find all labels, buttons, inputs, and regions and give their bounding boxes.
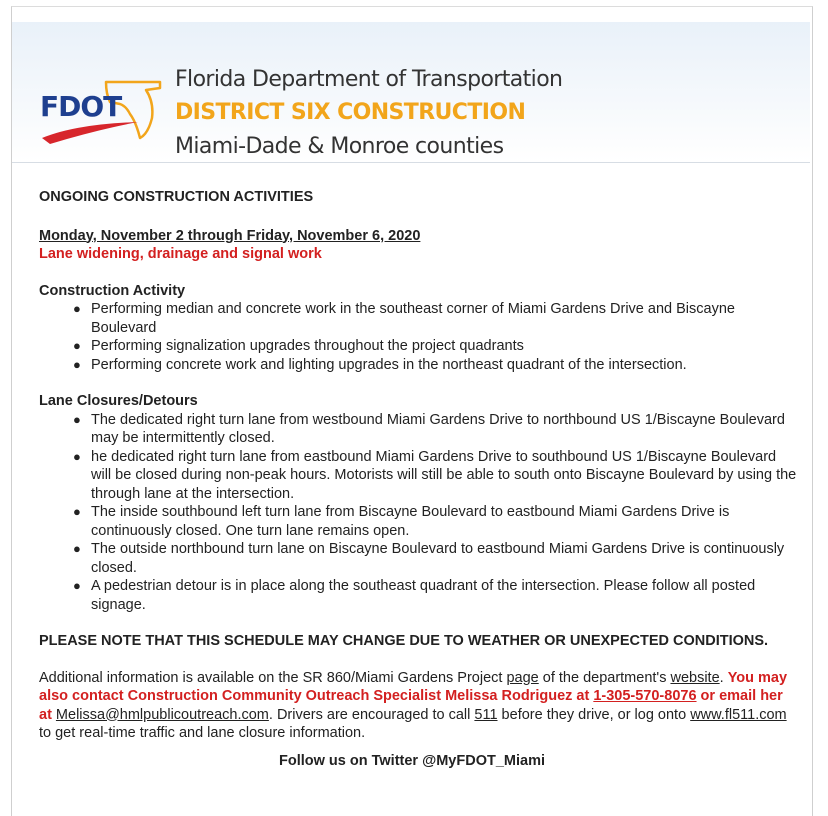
bullet-icon: ● (73, 504, 81, 519)
twitter-follow: Follow us on Twitter @MyFDOT_Miami (278, 752, 545, 769)
date-range: Monday, November 2 through Friday, November 6, 2020 (39, 227, 421, 244)
fdot-header-banner (12, 22, 810, 163)
counties-subtitle: Miami-Dade & Monroe counties (175, 134, 504, 159)
bullet-icon: ● (73, 338, 81, 353)
advisory-title: ONGOING CONSTRUCTION ACTIVITIES (39, 189, 314, 205)
bullet-icon: ● (73, 301, 81, 316)
header-text (175, 64, 562, 164)
list-item: ● he dedicated right turn lane from eastbound Miami Gardens Drive to southbound US 1/Biscayne Boulevard will be closed during non-peak hours. Motorists will still be able to south onto Biscayne Boulevard by using the through lane at the intersection. (73, 448, 797, 502)
bullet-icon: ● (73, 541, 81, 556)
call-511-link[interactable]: 511 (474, 706, 498, 723)
district-title: DISTRICT SIX CONSTRUCTION (175, 100, 526, 125)
list-item: ● Performing median and concrete work in the southeast corner of Miami Gardens Drive and Biscayne Boulevard (73, 301, 735, 336)
additional-info: Additional information is available on the SR 860/Miami Gardens Project page of the department's website. You may also contact Construction Community Outreach Specialist Melissa Rodriguez at 1-305-570-8076 or email her at Melissa@hmlpublicoutreach.com. Drivers are encouraged to call 511 before they drive, or log onto www.fl511.com to get real-time traffic and lane closure information. (39, 669, 788, 741)
bullet-icon: ● (73, 578, 81, 593)
schedule-notice: PLEASE NOTE THAT THIS SCHEDULE MAY CHANGE DUE TO WEATHER OR UNEXPECTED CONDITIONS. (39, 633, 769, 649)
list-item: ● Performing signalization upgrades throughout the project quadrants (73, 338, 524, 354)
bullet-icon: ● (73, 448, 81, 464)
list-item: ● Performing concrete work and lighting upgrades in the northeast quadrant of the intersection. (73, 356, 687, 373)
advisory-content (39, 188, 799, 770)
email-link[interactable]: Melissa@hmlpublicoutreach.com (55, 706, 269, 723)
agency-name: Florida Department of Transportation (175, 67, 563, 92)
closures-heading: Lane Closures/Detours (39, 393, 198, 409)
project-page-link[interactable]: page (506, 669, 539, 686)
list-item: ● The dedicated right turn lane from westbound Miami Gardens Drive to northbound US 1/Biscayne Boulevard may be intermittently closed. (73, 411, 785, 446)
list-item: ● The outside northbound turn lane on Biscayne Boulevard to eastbound Miami Gardens Drive is continuously closed. (73, 541, 785, 576)
website-link[interactable]: website (670, 669, 720, 686)
fdot-logo-text: FDOT (40, 90, 122, 123)
closures-list (39, 411, 799, 615)
list-item: ● The inside southbound left turn lane from Biscayne Boulevard to eastbound Miami Gardens Drive is continuously closed. One turn lane remains open. (73, 504, 730, 539)
activity-list (39, 300, 799, 374)
bullet-icon: ● (73, 411, 81, 427)
phone-link[interactable]: 1-305-570-8076 (593, 688, 697, 704)
activity-heading: Construction Activity (39, 282, 186, 299)
fl511-link[interactable]: www.fl511.com (690, 706, 787, 723)
list-item: ● A pedestrian detour is in place along the southeast quadrant of the intersection. Please follow all posted signage. (73, 578, 756, 613)
work-type: Lane widening, drainage and signal work (39, 246, 322, 262)
bullet-icon: ● (73, 356, 81, 372)
fdot-logo (36, 72, 168, 152)
